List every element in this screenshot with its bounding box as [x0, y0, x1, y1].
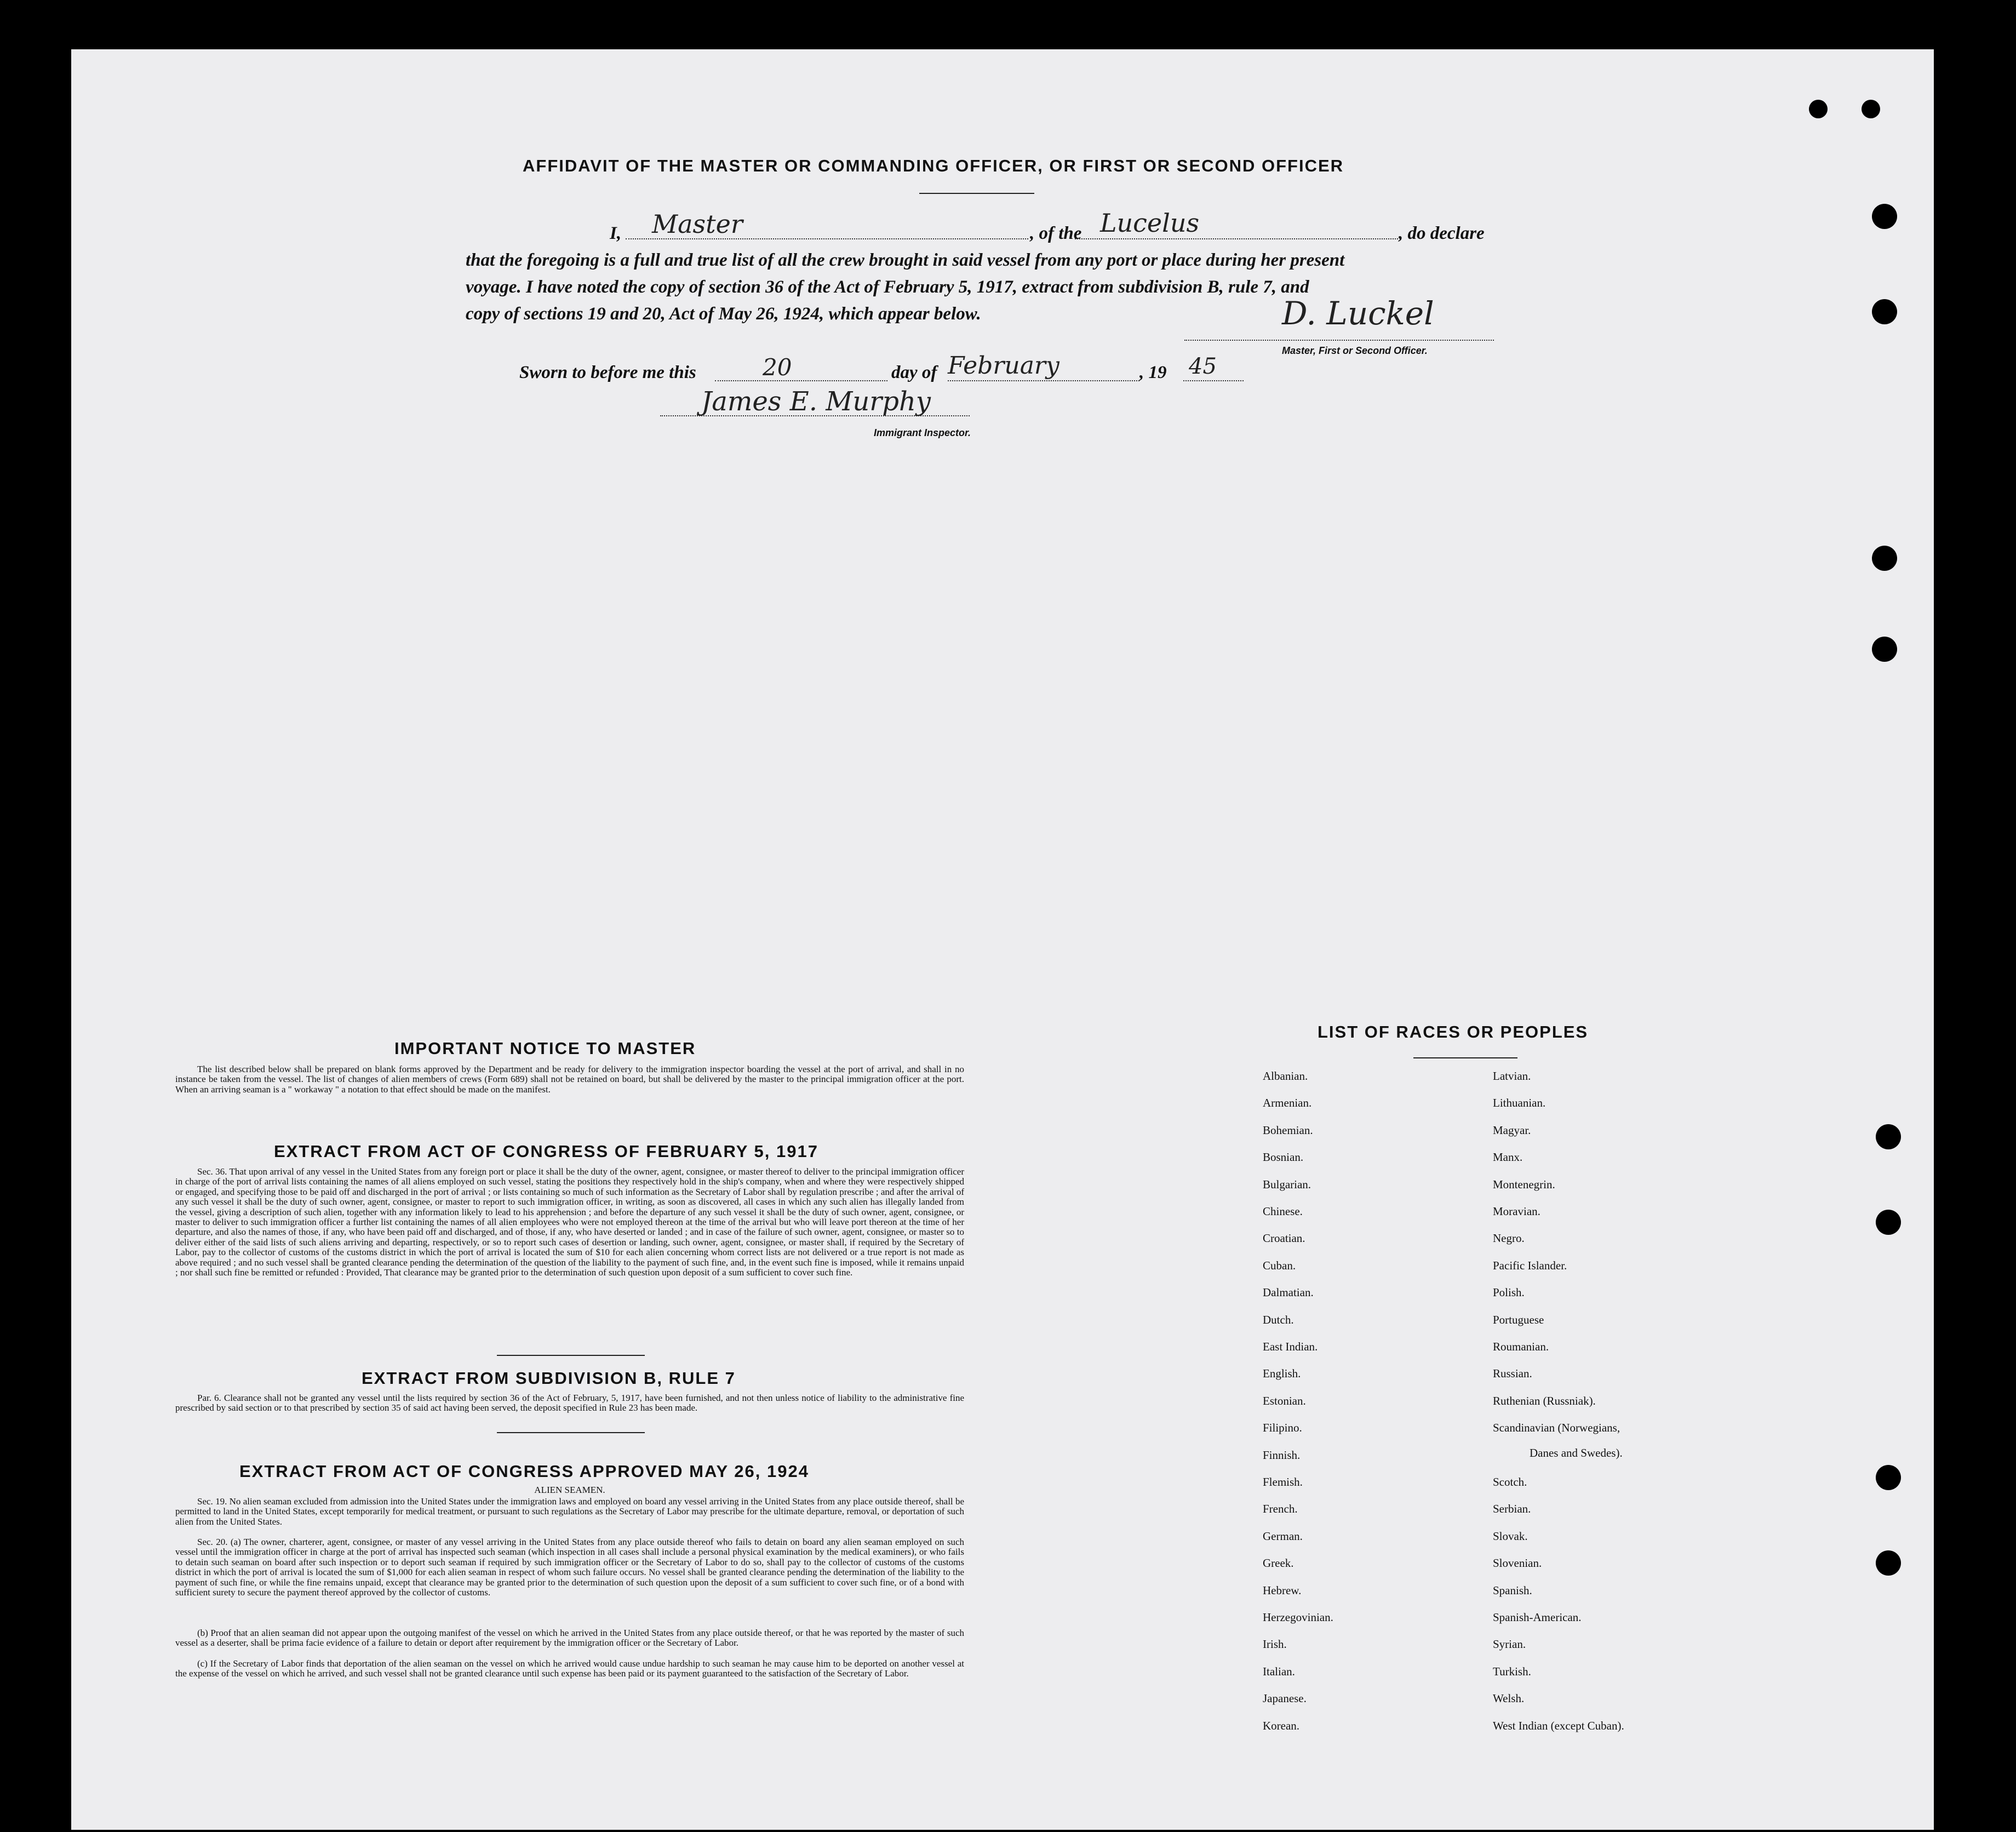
- month-handwriting: February: [948, 352, 1059, 380]
- punch-hole: [1876, 1210, 1901, 1235]
- race-item: Spanish.: [1493, 1583, 1532, 1597]
- race-item: English.: [1263, 1367, 1301, 1381]
- race-item: Greek.: [1263, 1556, 1294, 1570]
- race-item: Lithuanian.: [1493, 1096, 1546, 1110]
- year-prefix: , 19: [1139, 363, 1167, 382]
- race-item: Flemish.: [1263, 1475, 1303, 1488]
- affidavit-i: I,: [610, 224, 622, 243]
- race-item: Dutch.: [1263, 1313, 1294, 1326]
- extract-1924-title: EXTRACT FROM ACT OF CONGRESS APPROVED MAY 26, 1924: [239, 1462, 809, 1481]
- race-item: Slovak.: [1493, 1529, 1528, 1543]
- race-item: Italian.: [1263, 1664, 1295, 1678]
- race-item: Scandinavian (Norwegians,: [1493, 1421, 1620, 1435]
- signature-label: Master, First or Second Officer.: [1282, 345, 1428, 356]
- punch-hole: [1872, 204, 1897, 229]
- year-handwriting: 45: [1189, 354, 1217, 379]
- extract-rule7-title: EXTRACT FROM SUBDIVISION B, RULE 7: [362, 1369, 736, 1388]
- divider: [919, 193, 1034, 194]
- race-item: Chinese.: [1263, 1205, 1303, 1218]
- race-item: Dalmatian.: [1263, 1286, 1314, 1299]
- extract-1917-title: EXTRACT FROM ACT OF CONGRESS OF FEBRUARY 5, 1917: [274, 1142, 818, 1161]
- race-item: Scotch.: [1493, 1475, 1527, 1488]
- race-item: Croatian.: [1263, 1232, 1305, 1245]
- sec19-body: Sec. 19. No alien seaman excluded from admission into the United States under the immigration laws and employed on board any vessel arriving in the United States from any place outside thereof, shall be permitted to land in the United States, except temporarily for medical treatment, or pursuant to such regulations as the Secretary of Labor may prescribe for the ultimate departure, removal, or deportation of such alien from the United States.: [175, 1496, 964, 1527]
- affidavit-line-4: copy of sections 19 and 20, Act of May 26, 1924, which appear below.: [466, 304, 981, 324]
- signature-line: [1184, 340, 1494, 341]
- race-item: West Indian (except Cuban).: [1493, 1719, 1624, 1732]
- race-item: Latvian.: [1493, 1069, 1531, 1083]
- sec20a-body: Sec. 20. (a) The owner, charterer, agent, consignee, or master of any vessel arriving in the United States from any place outside thereof who fails to detain on board any alien seaman employed on such vessel until the immigration officer in charge at the port of arrival has inspected such seaman (which inspection in all cases shall include a personal physical examination by the medical examiners), or who fails to detain such seaman on board after such inspection or to deport such seaman if required by such immigration officer or the Secretary of Labor to do so, shall pay to the collector of customs of the customs district in which the port of arrival is located the sum of $1,000 for each alien seaman in respect of whom such failure occurs. No vessel shall be granted clearance pending the determination of the liability to the payment of such fine, or while the fine remains unpaid, except that clearance may be granted prior to the determination of such question upon the deposit of a sum sufficient to cover such fine, or of a bond with sufficient surety to secure the payment thereof approved by the collector of customs.: [175, 1537, 964, 1598]
- day-field: [715, 380, 887, 381]
- divider: [497, 1355, 645, 1356]
- race-item: Russian.: [1493, 1367, 1532, 1381]
- race-item: East Indian.: [1263, 1340, 1318, 1353]
- day-handwriting: 20: [763, 354, 792, 381]
- race-item: Spanish-American.: [1493, 1611, 1582, 1624]
- race-item: Welsh.: [1493, 1692, 1525, 1705]
- sec20b-body: (b) Proof that an alien seaman did not appear upon the outgoing manifest of the vessel on which he arrived in the United States from any place outside thereof, or that he was reported by the master of such vessel as a deserter, shall be prima facie evidence of a failure to detain or deport after requirement by the immigration officer or the Secretary of Labor.: [175, 1628, 964, 1648]
- race-item: Roumanian.: [1493, 1340, 1549, 1353]
- name-handwriting: Master: [652, 209, 743, 239]
- affidavit-title: AFFIDAVIT OF THE MASTER OR COMMANDING OFFICER, OR FIRST OR SECOND OFFICER: [523, 156, 1344, 175]
- affidavit-line-3: voyage. I have noted the copy of section 36 of the Act of February 5, 1917, extract from subdivision B, rule 7, and: [466, 277, 1309, 297]
- punch-hole: [1862, 100, 1880, 118]
- race-item: Estonian.: [1263, 1394, 1306, 1407]
- inspector-label: Immigrant Inspector.: [874, 427, 971, 438]
- sec20c-body: (c) If the Secretary of Labor finds that deportation of the alien seaman on the vessel on which he arrived would cause undue hardship to such seaman he may cause him to be deported on another vessel at the expense of the vessel on which he arrived, and such vessel shall not be granted clearance until such expense has been paid or its payment guaranteed to the satisfaction of the Secretary of Labor.: [175, 1658, 964, 1679]
- race-item: Hebrew.: [1263, 1583, 1302, 1597]
- punch-hole: [1872, 546, 1897, 571]
- notice-title: IMPORTANT NOTICE TO MASTER: [394, 1039, 696, 1058]
- race-item: Serbian.: [1493, 1502, 1531, 1516]
- race-item: Herzegovinian.: [1263, 1611, 1333, 1624]
- race-item: Irish.: [1263, 1638, 1287, 1651]
- form-page: [71, 49, 1934, 1830]
- punch-hole: [1876, 1124, 1901, 1149]
- sworn-text: Sworn to before me this: [519, 363, 696, 382]
- race-item: Korean.: [1263, 1719, 1300, 1732]
- race-item: Danes and Swedes).: [1530, 1446, 1623, 1459]
- race-item: Filipino.: [1263, 1421, 1302, 1435]
- race-item: Montenegrin.: [1493, 1177, 1555, 1191]
- race-item: Negro.: [1493, 1232, 1525, 1245]
- divider: [1413, 1057, 1517, 1058]
- affidavit-do-declare: , do declare: [1399, 224, 1485, 243]
- race-item: Armenian.: [1263, 1096, 1312, 1110]
- master-signature: D. Luckel: [1282, 295, 1434, 332]
- race-item: Polish.: [1493, 1286, 1525, 1299]
- year-field: [1183, 380, 1244, 381]
- punch-hole: [1872, 299, 1897, 324]
- race-item: Bohemian.: [1263, 1123, 1313, 1137]
- vessel-field: [1075, 238, 1398, 239]
- inspector-signature: James E. Murphy: [701, 386, 931, 417]
- race-item: Manx.: [1493, 1150, 1523, 1164]
- race-item: Cuban.: [1263, 1258, 1296, 1272]
- race-item: Pacific Islander.: [1493, 1258, 1567, 1272]
- race-item: Finnish.: [1263, 1448, 1301, 1462]
- extract-rule7-body: Par. 6. Clearance shall not be granted any vessel until the lists required by section 36 of the Act of February, 5, 1917, have been furnished, and not then unless notice of liability to the administrative fine prescribed by said section or to that prescribed by section 35 of said act having been served, the deposit specified in Rule 23 has been made.: [175, 1393, 964, 1413]
- race-item: Turkish.: [1493, 1664, 1531, 1678]
- affidavit-line-2: that the foregoing is a full and true list of all the crew brought in said vessel from any port or place during her present: [466, 250, 1345, 270]
- race-item: Portuguese: [1493, 1313, 1544, 1326]
- month-field: [948, 380, 1139, 381]
- race-item: Albanian.: [1263, 1069, 1308, 1083]
- extract-1924-subtitle: ALIEN SEAMEN.: [534, 1485, 605, 1495]
- punch-hole: [1876, 1465, 1901, 1490]
- race-item: Bosnian.: [1263, 1150, 1304, 1164]
- extract-1917-body: Sec. 36. That upon arrival of any vessel in the United States from any foreign port or place it shall be the duty of the owner, agent, consignee, or master thereof to deliver to the principal immigration officer in charge of the port of arrival lists containing the names of all aliens employed on such vessel, stating the positions they respectively hold in the ship's company, when and where they were respectively shipped or engaged, and specifying those to be paid off and discharged in the port of arrival ; or lists containing so much of such information as the Secretary of Labor shall by regulation prescribe ; and after the arrival of any such vessel it shall be the duty of such owner, agent, consignee, or master to report to such immigration officer, in writing, as soon as discovered, all cases in which any such alien has illegally landed from the vessel, giving a description of such alien, together with any information likely to lead to his apprehension ; and before the departure of any such vessel it shall be the duty of such owner, agent, consignee, or master to deliver to such immigration officer a further list containing the names of all alien employees who were not employed thereon at the time of the arrival but who will leave port thereon at the time of her departure, and also the names of those, if any, who have been paid off and discharged, and of those, if any, who have deserted or landed ; and in case of the failure of such owner, agent, consignee, or master so to deliver either of the said lists of such aliens arriving and departing, respectively, or so to report such cases of desertion or landing, such owner, agent, consignee, or master shall, if required by the Secretary of Labor, pay to the collector of customs of the customs district in which the port of arrival is located the sum of $10 for each alien concerning whom correct lists are not delivered or a true report is not made as above required ; and no such vessel shall be granted clearance pending the determination of the question of the liability to the payment of such fine, and, in the event such fine is imposed, while it remains unpaid ; nor shall such fine be remitted or refunded : Provided, That clearance may be granted prior to the determination of such question upon deposit of a sum sufficient to cover such fine.: [175, 1166, 964, 1278]
- race-item: Moravian.: [1493, 1205, 1540, 1218]
- affidavit-of-the: , of the: [1030, 224, 1082, 243]
- race-item: Japanese.: [1263, 1692, 1307, 1705]
- race-item: German.: [1263, 1529, 1303, 1543]
- race-item: Magyar.: [1493, 1123, 1531, 1137]
- race-item: Ruthenian (Russniak).: [1493, 1394, 1596, 1407]
- punch-hole: [1872, 637, 1897, 662]
- race-item: Bulgarian.: [1263, 1177, 1311, 1191]
- races-title: LIST OF RACES OR PEOPLES: [1318, 1022, 1589, 1041]
- race-item: French.: [1263, 1502, 1298, 1516]
- divider: [497, 1432, 645, 1433]
- vessel-handwriting: Lucelus: [1100, 208, 1200, 238]
- day-of-text: day of: [891, 363, 937, 382]
- inspector-line: [660, 415, 970, 416]
- punch-hole: [1809, 100, 1828, 118]
- race-item: Syrian.: [1493, 1638, 1526, 1651]
- notice-body: The list described below shall be prepared on blank forms approved by the Department and be ready for delivery to the immigration inspector boarding the vessel at the port of arrival, and shall in no instance be taken from the vessel. The list of changes of alien members of crews (Form 689) shall not be retained on board, but shall be delivered by the master to the principal immigration officer at the port. When an arriving seaman is a " workaway " a notation to that effect should be made on the manifest.: [175, 1064, 964, 1095]
- punch-hole: [1876, 1550, 1901, 1576]
- race-item: Slovenian.: [1493, 1556, 1542, 1570]
